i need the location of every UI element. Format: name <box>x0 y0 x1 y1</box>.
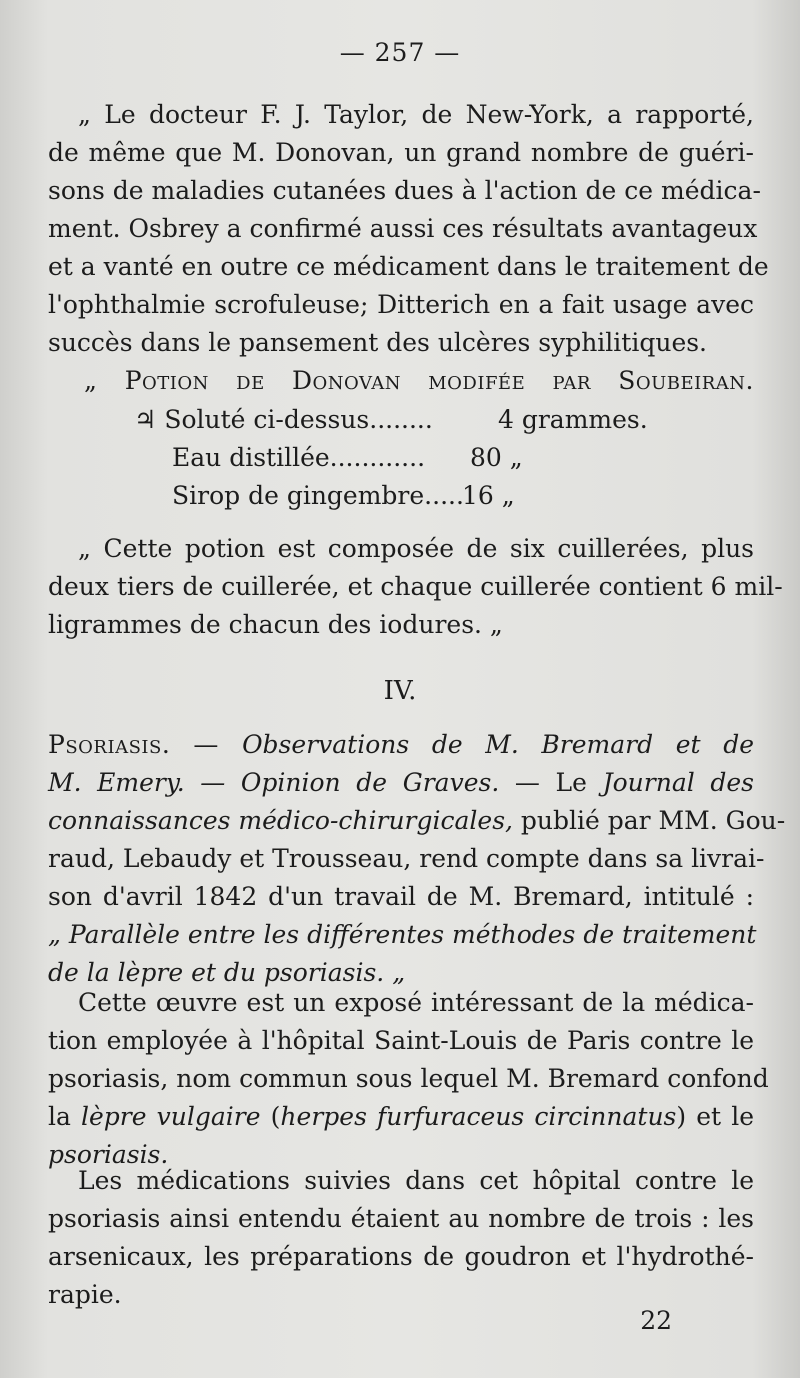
text-span: publié par MM. Gou- <box>512 806 786 835</box>
section-heading: IV. <box>383 676 417 706</box>
text-span: la <box>48 1102 82 1131</box>
paragraph-2 <box>48 530 783 644</box>
text-line: ment. Osbrey a confirmé aussi ces résultats avantageux <box>48 214 758 243</box>
text-line: „ Le docteur F. J. Taylor, de New-York, a rapporté, <box>78 100 754 129</box>
recipe-item-name: Sirop de gingembre..... <box>172 481 464 510</box>
text-line: deux tiers de cuillerée, et chaque cuillerée contient 6 mil- <box>48 572 783 601</box>
psoriasis-paragraph <box>48 726 786 992</box>
text-line: rapie. <box>48 1280 122 1309</box>
text-line <box>48 1098 754 1136</box>
italic-text: herpes furfuraceus circinnatus <box>280 1102 677 1131</box>
text-span: ) et le <box>676 1102 754 1131</box>
italic-text: Observations de M. Bremard et de <box>242 730 755 759</box>
text-line: l'ophthalmie scrofuleuse; Ditterich en a fait usage avec <box>48 290 754 319</box>
text-line: raud, Lebaudy et Trousseau, rend compte dans sa livrai- <box>48 844 765 873</box>
text-line: psoriasis, nom commun sous lequel M. Bremard confond <box>48 1064 769 1093</box>
text-line: arsenicaux, les préparations de goudron et l'hydrothé- <box>48 1242 754 1271</box>
text-line <box>48 802 786 840</box>
text-line: succès dans le pansement des ulcères syphilitiques. <box>48 328 708 357</box>
text-span: ( <box>260 1102 281 1131</box>
recipe-item-name: ♃ Soluté ci-dessus........ <box>134 405 433 434</box>
heading-term: Psoriasis. — <box>48 730 243 759</box>
recipe-item-qty: 16 „ <box>462 481 515 510</box>
text-line: de même que M. Donovan, un grand nombre de guéri- <box>48 138 754 167</box>
text-line: tion employée à l'hôpital Saint-Louis de Paris contre le <box>48 1026 754 1055</box>
italic-text: lèpre vulgaire <box>81 1102 261 1131</box>
text-line: son d'avril 1842 d'un travail de M. Bremard, intitulé : <box>48 882 754 911</box>
recipe-item-name: Eau distillée............ <box>172 443 426 472</box>
paragraph-1 <box>48 96 769 362</box>
page-number: — 257 — <box>339 38 461 67</box>
italic-text: connaissances médico-chirurgicales, <box>48 806 513 835</box>
potion-title: „ Potion de Donovan modifée par Soubeiran. <box>84 366 754 395</box>
text-line: sons de maladies cutanées dues à l'action de ce médica- <box>48 176 761 205</box>
text-line: et a vanté en outre ce médicament dans le traitement de <box>48 252 769 281</box>
text-line: ligrammes de chacun des iodures. „ <box>48 610 503 639</box>
text-line: „ Cette potion est composée de six cuillerées, plus <box>78 534 754 563</box>
signature-mark: 22 <box>640 1306 672 1335</box>
paragraph-4 <box>48 1162 754 1314</box>
paragraph-3 <box>48 984 769 1174</box>
italic-text: M. Emery. — Opinion de Graves. <box>48 768 500 797</box>
text-line: psoriasis. <box>48 1140 169 1169</box>
text-line: Les médications suivies dans cet hôpital contre le <box>78 1166 754 1195</box>
potion-heading <box>48 362 754 400</box>
text-line: psoriasis ainsi entendu étaient au nombre de trois : les <box>48 1204 754 1233</box>
text-line: de la lèpre et du psoriasis. „ <box>48 958 406 987</box>
text-line <box>48 764 754 802</box>
text-line <box>48 726 754 764</box>
text-line: „ Parallèle entre les différentes méthodes de traitement <box>48 920 757 949</box>
recipe-item-qty: 4 grammes. <box>498 405 648 434</box>
text-span: — Le <box>499 768 603 797</box>
italic-text: Journal des <box>602 768 754 797</box>
text-line: Cette œuvre est un exposé intéressant de la médica- <box>78 988 754 1017</box>
recipe-item-qty: 80 „ <box>470 443 523 472</box>
